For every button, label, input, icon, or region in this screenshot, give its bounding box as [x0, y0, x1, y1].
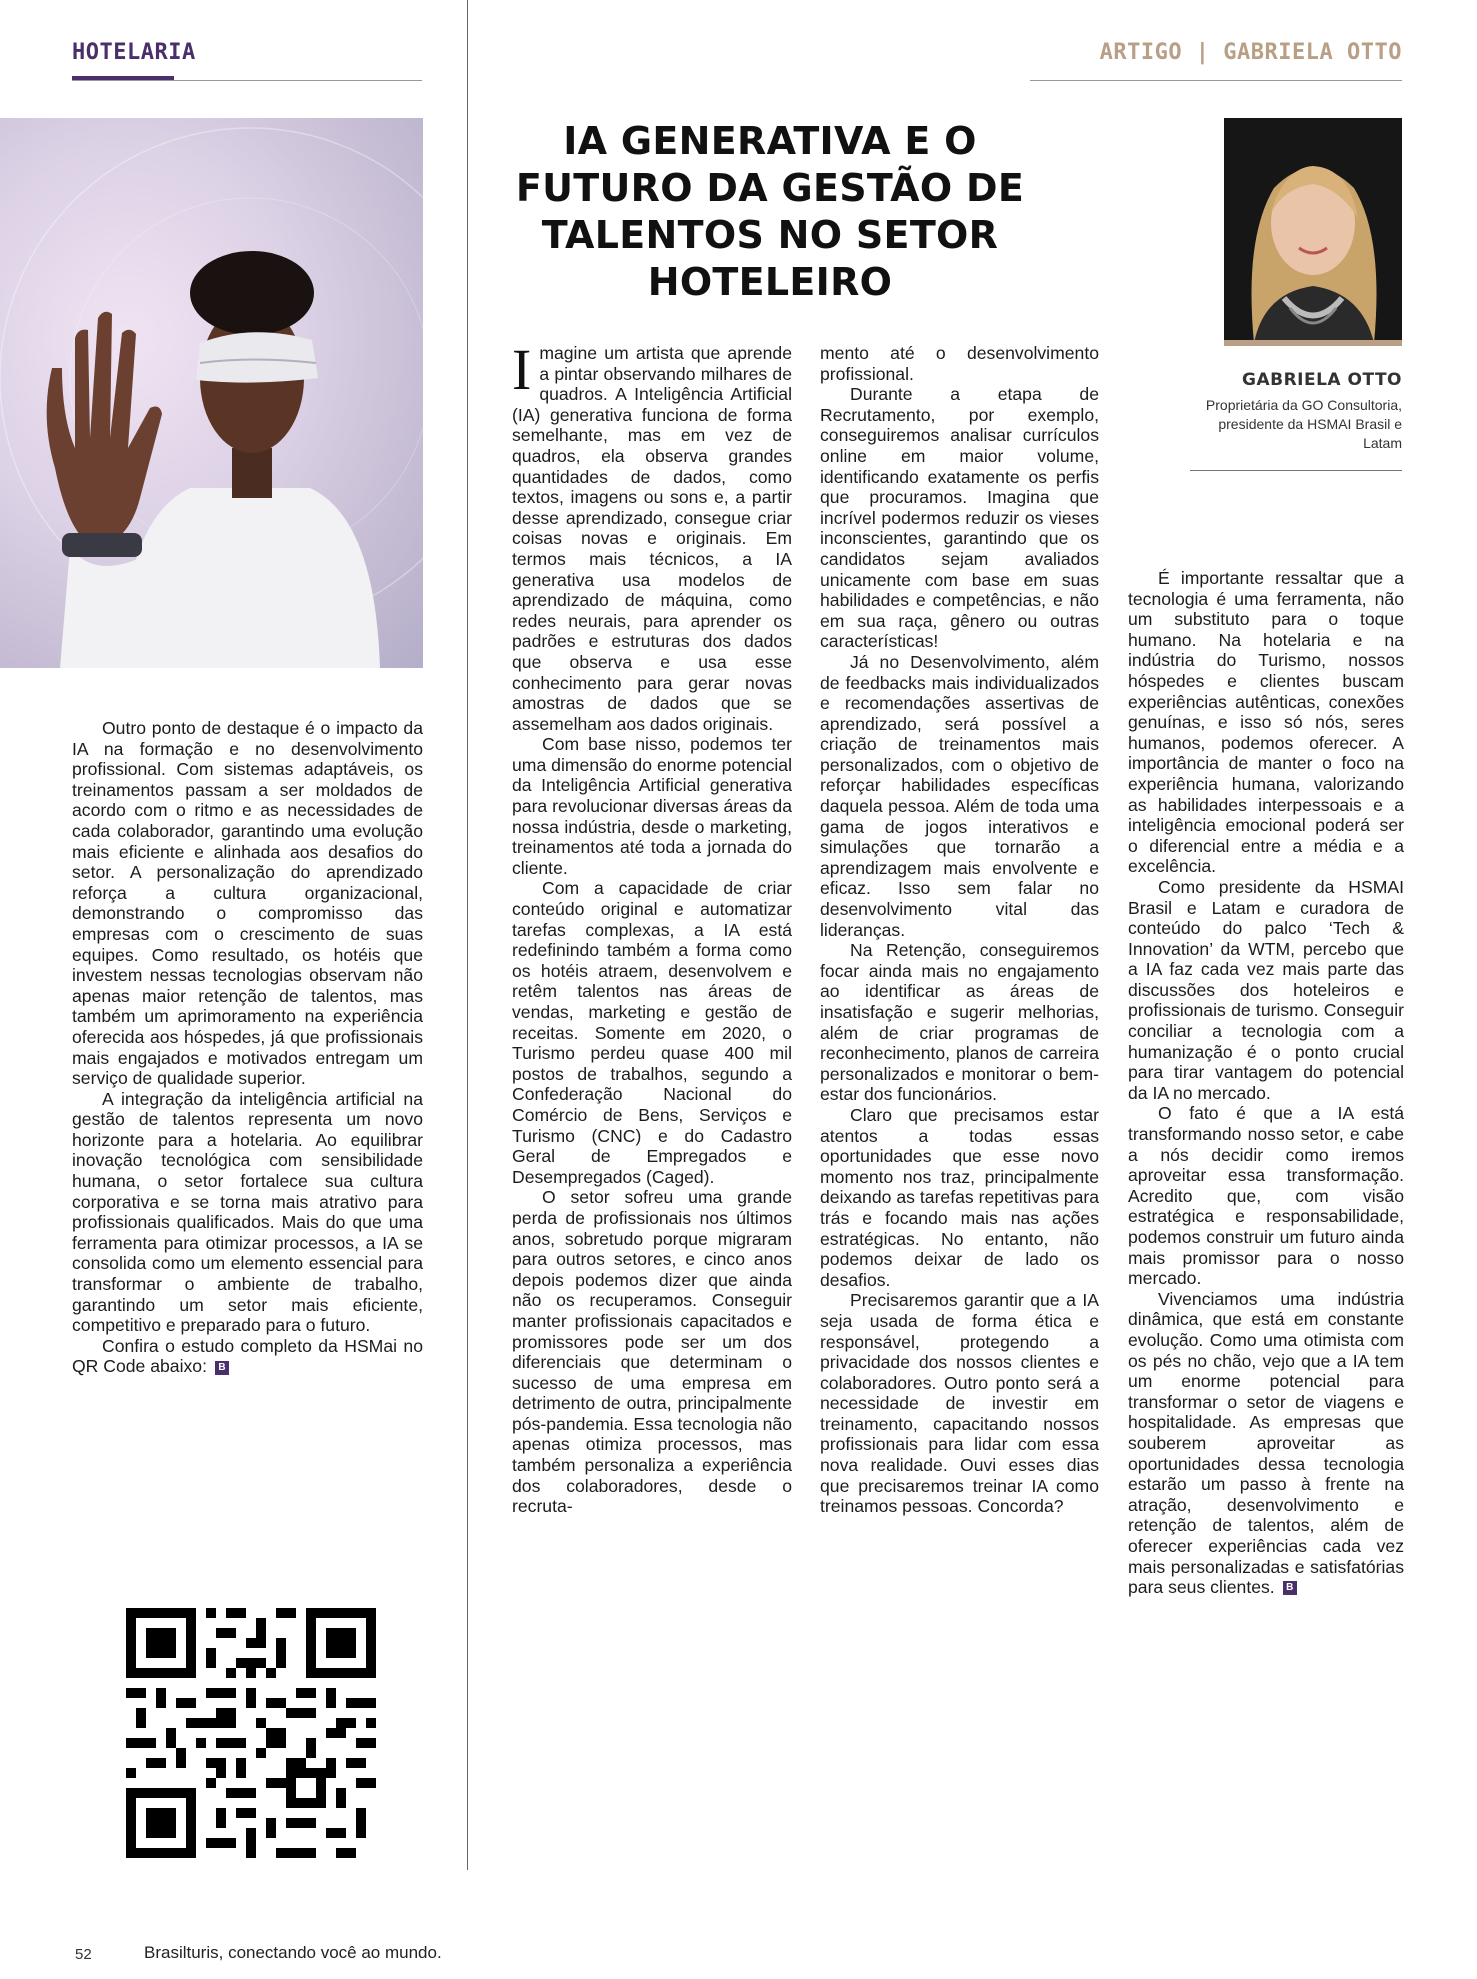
article-title: IA GENERATIVA E O FUTURO DA GESTÃO DE TALENTOS NO SETOR HOTELEIRO [515, 119, 1025, 304]
article-column-2 [512, 337, 792, 1517]
article-author-label: ARTIGO | GABRIELA OTTO [1099, 40, 1402, 65]
paragraph [72, 1336, 423, 1377]
paragraph: Com base nisso, podemos ter uma dimensão do enorme potencial da Inteligência Artificial generativa para revolucionar diversas áreas da nossa indústria, desde o marketing, treinamentos até toda a jornada do cliente. [512, 734, 792, 878]
header-rule-left [72, 80, 422, 81]
header-rule-right [1030, 80, 1402, 81]
paragraph: Durante a etapa de Recrutamento, por exemplo, conseguiremos analisar currículos online em maior volume, identificando exatamente os perfis que procuramos. Imagina que incrível podermos reduzir os vieses inconscientes, garantindo que os candidatos sejam avaliados unicamente com base em suas habilidades e competências, e não em sua raça, gênero ou outras características! [820, 384, 1099, 652]
section-label: HOTELARIA [72, 40, 196, 65]
paragraph: A integração da inteligência artificial na gestão de talentos representa um novo horizonte para a hotelaria. Ao equilibrar inovação tecnológica com sensibilidade humana, o setor fortalece sua cultura corporativa e se torna mais atrativo para profissionais qualificados. Mais do que uma ferramenta para otimizar processos, a IA se consolida como um elemento essencial para transformar o ambiente de trabalho, garantindo um setor mais eficiente, competitivo e preparado para o futuro. [72, 1088, 423, 1336]
paragraph: O setor sofreu uma grande perda de profissionais nos últimos anos, sobretudo porque migraram para outros setores, e cinco anos depois podemos dizer que ainda não os recuperamos. Conseguir manter profissionais capacitados e promissores pode ser um dos diferenciais que determinam o sucesso de uma empresa em detrimento de outra, principalmente pós-pandemia. Essa tecnologia não apenas otimiza processos, mas também personaliza a experiência dos colaboradores, desde o recruta- [512, 1187, 792, 1517]
footer-tagline: Brasilturis, conectando você ao mundo. [144, 1943, 442, 1962]
paragraph: Outro ponto de destaque é o impacto da IA na formação e no desenvolvimento profissional. Com sistemas adaptáveis, os treinamentos passam a ser moldados de acordo com o ritmo e as necessidades de cada colaborador, garantindo uma evolução mais eficiente e alinhada aos desafios do setor. A personalização do aprendizado reforça a cultura organizacional, demonstrando o compromisso das empresas com o crescimento de suas equipes. Como resultado, os hotéis que investem nessas tecnologias observam não apenas maior retenção de talentos, mas também um aprimoramento na experiência oferecida aos hóspedes, já que profissionais mais engajados e motivados entregam um serviço de qualidade superior. [72, 718, 423, 1089]
paragraph: É importante ressaltar que a tecnologia é uma ferramenta, não um substituto para o toque humano. Na hotelaria e na indústria do Turismo, nossos hóspedes e clientes buscam experiências autênticas, conexões genuínas, e isso só nós, seres humanos, podemos oferecer. A importância de manter o foco na experiência humana, valorizando as habilidades interpessoais e a inteligência emocional poderá ser o diferencial entre a média e a excelência. [1128, 568, 1404, 877]
qr-code[interactable] [126, 1608, 376, 1858]
paragraph: O fato é que a IA está transformando nosso setor, e cabe a nós decidir como iremos aproveitar essa transformação. Acredito que, com visão estratégica e responsabilidade, podemos construir um futuro ainda mais promissor para o nosso mercado. [1128, 1103, 1404, 1289]
paragraph: mento até o desenvolvimento profissional. [820, 343, 1099, 384]
paragraph: Com a capacidade de criar conteúdo original e automatizar tarefas complexas, a IA está redefinindo também a forma como os hotéis atraem, desenvolvem e retêm talentos nas áreas de vendas, marketing e gestão de receitas. Somente em 2020, o Turismo perdeu quase 400 mil postos de trabalhos, segundo a Confederação Nacional do Comércio de Bens, Serviços e Turismo (CNC) e do Cadastro Geral de Empregados e Desempregados (Caged). [512, 878, 792, 1187]
article-column-1 [72, 718, 423, 1377]
paragraph: Claro que precisamos estar atentos a todas essas oportunidades que esse novo momento nos traz, principalmente deixando as tarefas repetitivas para trás e focando mais nas ações estratégicas. No entanto, não podemos deixar de lado os desafios. [820, 1104, 1099, 1290]
brand-mark-icon: B [1283, 1581, 1297, 1595]
brand-mark-icon: B [215, 1361, 229, 1375]
hero-image [0, 118, 423, 668]
paragraph: Precisaremos garantir que a IA seja usada de forma ética e responsável, protegendo a privacidade dos nossos clientes e colaboradores. Outro ponto será a necessidade de investir em treinamento, capacitando nossos profissionais para lidar com essa nova realidade. Ouvi esses dias que precisaremos treinar IA como treinamos pessoas. Concorda? [820, 1290, 1099, 1517]
author-name: GABRIELA OTTO [1242, 370, 1402, 390]
author-photo-accent [1224, 340, 1402, 346]
page-number: 52 [75, 1946, 92, 1963]
qr-cta: Confira o estudo completo da HSMai no QR Code abaixo: [72, 1335, 423, 1377]
paragraph: Como presidente da HSMAI Brasil e Latam e curadora de conteúdo do palco ‘Tech & Innovation’ da WTM, percebo que a IA faz cada vez mais parte das discussões dos hoteleiros e profissionais de turismo. Conseguir conciliar a tecnologia com a humanização é o ponto crucial para tirar vantagem do potencial da IA no mercado. [1128, 876, 1404, 1103]
column-divider [467, 0, 468, 1870]
drop-cap: I [512, 337, 532, 402]
author-portrait [1224, 118, 1402, 343]
article-column-3 [820, 343, 1099, 1517]
author-photo [1224, 118, 1402, 343]
author-role: Proprietária da GO Consultoria, presidente da HSMAI Brasil e Latam [1205, 397, 1402, 451]
paragraph: Imagine um artista que aprende a pintar observando milhares de quadros. A Inteligência Artificial (IA) generativa funciona de forma semelhante, mas em vez de quadros, ela observa grandes quantidades de dados, como textos, imagens ou sons e, a partir desse aprendizado, consegue criar coisas novas e originais. Em termos mais técnicos, a IA generativa usa modelos de aprendizado de máquina, como redes neurais, para aprender os padrões e estruturas dos dados que observa e usa esse conhecimento para gerar novas amostras de dados que se assemelham aos dados originais. [512, 337, 792, 734]
paragraph: Já no Desenvolvimento, além de feedbacks mais individualizados e recomendações assertivas de aprendizado, será possível a criação de treinamentos mais personalizados, com o objetivo de reforçar habilidades específicas daquela pessoa. Além de toda uma gama de jogos interativos e simulações que tornarão a aprendizagem mais envolvente e eficaz. Isso sem falar no desenvolvimento vital das lideranças. [820, 651, 1099, 940]
vr-person-illustration [0, 118, 423, 668]
qr-code-graphic [126, 1608, 376, 1858]
article-column-4 [1128, 568, 1404, 1598]
paragraph: Na Retenção, conseguiremos focar ainda mais no engajamento ao identificar as áreas de insatisfação e sugerir melhorias, além de criar programas de reconhecimento, planos de carreira personalizados e monitorar o bem-estar dos funcionários. [820, 940, 1099, 1105]
paragraph: Vivenciamos uma indústria dinâmica, que está em constante evolução. Como uma otimista com os pés no chão, vejo que a IA tem um enorme potencial para transformar o setor de viagens e hospitalidade. As empresas que souberem aproveitar as oportunidades dessa tecnologia estarão um passo à frente na atração, desenvolvimento e retenção de talentos, além de oferecer experiências cada vez mais personalizadas e satisfatórias para seus clientes. B [1128, 1288, 1404, 1598]
author-rule [1190, 470, 1402, 471]
